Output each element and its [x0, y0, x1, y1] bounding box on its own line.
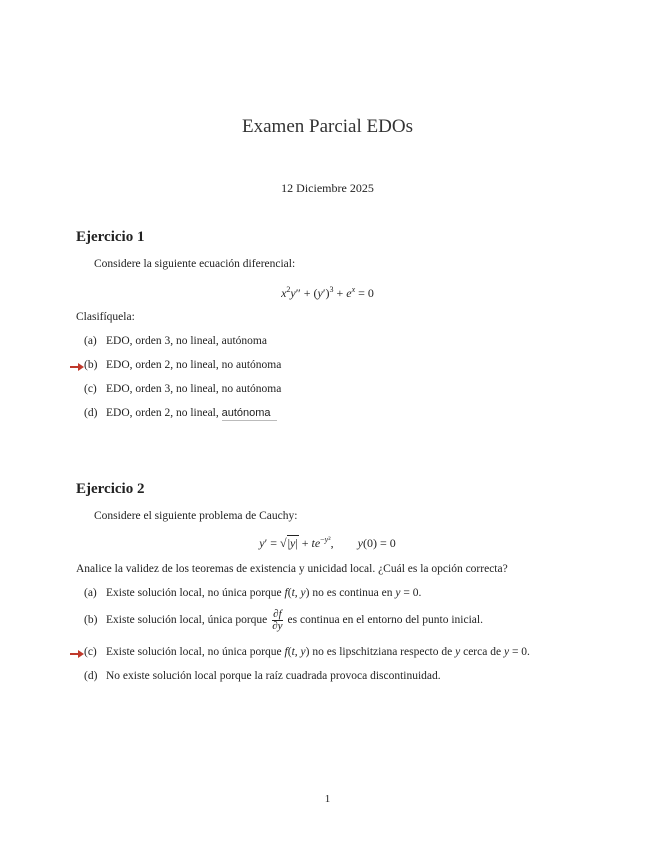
exercise-1-option-c[interactable]: [84, 383, 281, 395]
exercise-2-option-c[interactable]: (c) Existe solución local, no única porque f(t, y) no es lipschitziana respecto de y cerca de y = 0.: [84, 646, 530, 658]
option-label: (c): [84, 646, 97, 658]
option-label: (d): [84, 407, 98, 419]
page-title: Examen Parcial EDOs: [242, 116, 413, 137]
option-text: Existe solución local, no única porque: [106, 587, 285, 599]
selected-answer-arrow-icon: [70, 650, 84, 658]
exercise-1-option-d[interactable]: [84, 407, 277, 419]
exercise-2-option-b[interactable]: (b) Existe solución local, única porque $\frac{\partial f}{\partial y}$ es continua en el entorno del punto inicial.: [84, 608, 483, 632]
option-text-post: no es continua en: [309, 587, 396, 599]
option-text: EDO, orden 3, no lineal, no autónoma: [106, 383, 282, 395]
exercise-1-heading: Ejercicio 1: [76, 229, 145, 245]
option-text-marked: autónoma: [222, 407, 277, 421]
selected-answer-arrow-icon: [70, 363, 84, 371]
page-number: 1: [324, 793, 331, 805]
exercise-2-option-d[interactable]: [84, 670, 441, 682]
exercise-2-equation: $y' = √|y| + te^{-y^2}$, y(0) = 0: [259, 535, 396, 550]
option-label: (a): [84, 587, 97, 599]
option-text-post: cerca de: [460, 646, 504, 658]
option-text: Existe solución local, no única porque: [106, 646, 285, 658]
option-label: (a): [84, 335, 97, 347]
exam-date: 12 Diciembre 2025: [281, 181, 374, 195]
exercise-1-option-a[interactable]: [84, 335, 267, 347]
exercise-1-intro: Considere la siguiente ecuación diferencial:: [94, 258, 296, 270]
option-text: No existe solución local porque la raíz cuadrada provoca discontinuidad.: [106, 670, 441, 682]
option-text: EDO, orden 2, no lineal, no autónoma: [106, 359, 282, 371]
option-text-mid: no es lipschitziana respecto de: [309, 646, 456, 658]
exercise-1-option-b[interactable]: [84, 359, 281, 371]
option-text: Existe solución local, única porque: [106, 614, 271, 627]
exercise-1-equation: $x^2y'' + (y')^3 + e^x = 0$: [281, 285, 374, 300]
exercise-2-option-a[interactable]: (a) Existe solución local, no única porque f(t, y) no es continua en y = 0.: [84, 587, 422, 599]
exercise-1-prompt: Clasifíquela:: [76, 311, 135, 323]
option-label: (b): [84, 359, 98, 371]
exercise-2-heading: Ejercicio 2: [76, 481, 145, 497]
exercise-2-intro: Considere el siguiente problema de Cauchy:: [94, 510, 298, 522]
option-label: (c): [84, 383, 97, 395]
option-text: EDO, orden 2, no lineal,: [106, 407, 222, 419]
option-label: (b): [84, 614, 98, 627]
option-text: EDO, orden 3, no lineal, autónoma: [106, 335, 267, 347]
option-label: (d): [84, 670, 98, 682]
exercise-2-prompt: Analice la validez de los teoremas de existencia y unicidad local. ¿Cuál es la opción correcta?: [76, 563, 508, 575]
option-text-post: es continua en el entorno del punto inicial.: [284, 614, 483, 627]
